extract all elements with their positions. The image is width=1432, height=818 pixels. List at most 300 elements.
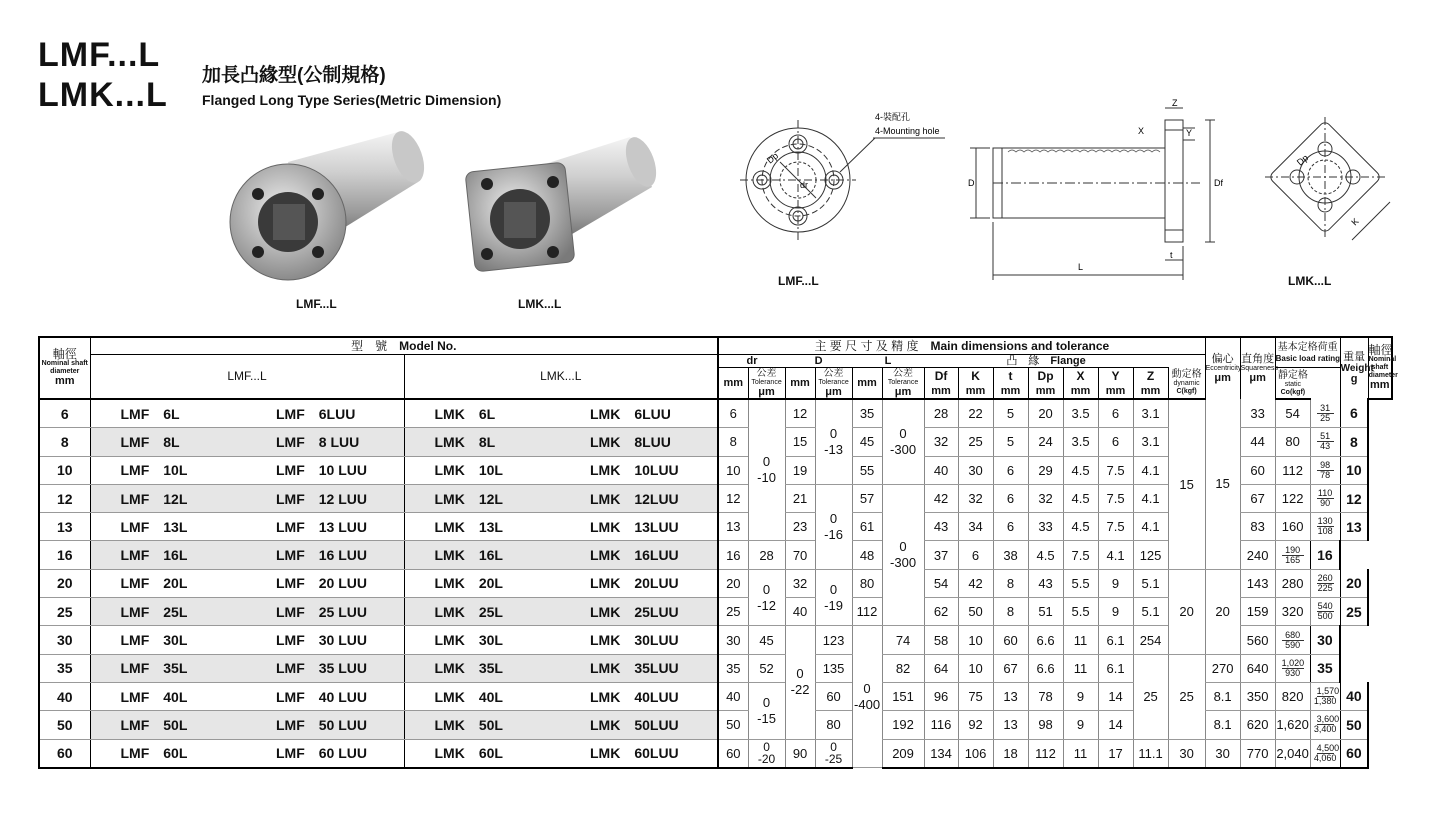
weight-value <box>1310 569 1340 597</box>
Df-value: 96 <box>924 682 958 710</box>
X-value: 6.6 <box>1028 626 1063 654</box>
L-mm: mm <box>852 368 882 400</box>
ecc-header: 偏心 Eccentricity μm <box>1205 337 1240 399</box>
D-value: 21 <box>785 484 815 512</box>
D-tolerance-upper: 0 <box>830 740 837 755</box>
shaft-diameter: 16 <box>39 541 90 569</box>
static-load-value: 560 <box>1240 626 1275 654</box>
shaft-diameter: 50 <box>39 711 90 739</box>
model-lmk: LMK 50L <box>404 711 560 739</box>
static-load-value: 280 <box>1275 569 1310 597</box>
lmk-photo-caption: LMK...L <box>518 297 562 311</box>
weight-value <box>1310 456 1340 484</box>
model-lmf: LMF 60L <box>90 739 246 768</box>
drawing-label-t: t <box>1170 250 1173 260</box>
model-lmf: LMF 50L <box>90 711 246 739</box>
title-lmf: LMF...L <box>38 36 161 74</box>
Df-value: 32 <box>924 428 958 456</box>
L-value: 55 <box>852 456 882 484</box>
model-lmk: LMK 35L <box>404 654 560 682</box>
model-lmk-uu: LMK 8LUU <box>560 428 718 456</box>
D-tolerance-upper: 0 <box>829 581 838 597</box>
dr-value: 12 <box>718 484 748 512</box>
drawing-label-y: Y <box>1186 128 1193 138</box>
Z-value: 3.1 <box>1133 399 1168 428</box>
table-row <box>39 399 1392 428</box>
Dp-value: 20 <box>1028 399 1063 428</box>
weight-lmf: 130 <box>1317 516 1333 527</box>
L-tolerance <box>882 484 924 625</box>
drawing-label-dp-lmk: Dp <box>1294 152 1311 168</box>
dr-tolerance-upper: 0 <box>762 581 771 597</box>
Df-value: 74 <box>882 626 924 654</box>
squareness-value: 25 <box>1168 654 1205 739</box>
X-header: X <box>1063 368 1098 385</box>
dynamic-load-value: 770 <box>1240 739 1275 768</box>
weight-value <box>1275 654 1310 682</box>
Y-value: 9 <box>1098 598 1133 626</box>
Z-value: 4.1 <box>1133 484 1168 512</box>
t-value: 6 <box>993 513 1028 541</box>
L-tolerance-lower: -300 <box>890 555 917 571</box>
Df-header: Df <box>924 368 958 385</box>
dynamic-load-value: 254 <box>1133 626 1168 654</box>
shaft-diameter-right: 30 <box>1310 626 1340 654</box>
lmk-header: LMK...L <box>404 355 718 400</box>
D-tolerance-lower: -25 <box>824 752 843 767</box>
L-value: 151 <box>882 682 924 710</box>
Z-value: 4.1 <box>1133 456 1168 484</box>
dr-tolerance-lower: -10 <box>757 470 776 486</box>
model-lmk-uu: LMK 6LUU <box>560 399 718 428</box>
model-lmk-uu: LMK 30LUU <box>560 626 718 654</box>
model-lmf-uu: LMF 40 LUU <box>246 682 404 710</box>
shaft-diameter: 13 <box>39 513 90 541</box>
L-tolerance <box>852 626 882 768</box>
t-mm: mm <box>993 384 1028 399</box>
Y-value: 14 <box>1098 682 1133 710</box>
shaft-diameter-right: 16 <box>1310 541 1340 569</box>
weight-value <box>1310 711 1340 739</box>
static-load-value: 80 <box>1275 428 1310 456</box>
Dp-value: 112 <box>1028 739 1063 768</box>
Z-value: 6.1 <box>1098 654 1133 682</box>
Dp-value: 60 <box>993 626 1028 654</box>
weight-lmk: 25 <box>1320 412 1331 423</box>
L-value: 123 <box>815 626 852 654</box>
dr-value: 30 <box>718 626 748 654</box>
shaft-diameter-right: 50 <box>1340 711 1368 739</box>
title-english: Flanged Long Type Series(Metric Dimension) <box>202 92 502 108</box>
X-mm: mm <box>1063 384 1098 399</box>
D-tolerance <box>815 484 852 569</box>
weight-lmf: 260 <box>1317 572 1333 583</box>
X-value: 3.5 <box>1063 428 1098 456</box>
t-value: 6 <box>993 484 1028 512</box>
L-value: 45 <box>852 428 882 456</box>
table-row <box>39 654 1392 682</box>
weight-value <box>1310 598 1340 626</box>
L-value: 135 <box>815 654 852 682</box>
title-chinese: 加長凸緣型(公制規格) <box>202 65 386 86</box>
Df-value: 40 <box>924 456 958 484</box>
K-mm: mm <box>958 384 993 399</box>
D-tolerance-upper: 0 <box>796 666 804 682</box>
X-value: 6.6 <box>1028 654 1063 682</box>
shaft-header-right: 軸徑 Nominal shaft diameter mm <box>1368 337 1392 399</box>
shaft-diameter: 30 <box>39 626 90 654</box>
weight-value <box>1310 682 1340 710</box>
model-lmf-uu: LMF 30 LUU <box>246 626 404 654</box>
L-value: 61 <box>852 513 882 541</box>
D-tolerance-lower: -19 <box>824 597 843 613</box>
dr-tolerance <box>748 682 785 739</box>
Y-value: 11 <box>1063 626 1098 654</box>
drawing-label-l: L <box>1078 262 1084 272</box>
L-value: 35 <box>852 399 882 428</box>
K-header: K <box>958 368 993 385</box>
weight-lmk: 500 <box>1317 611 1333 622</box>
static-load-value: 2,040 <box>1275 739 1310 768</box>
weight-lmf: 1,570 <box>1316 686 1340 697</box>
weight-lmf: 51 <box>1317 432 1334 442</box>
K-value: 75 <box>958 682 993 710</box>
dr-tolerance <box>748 399 785 541</box>
squareness-value: 15 <box>1205 399 1240 569</box>
model-lmk: LMK 13L <box>404 513 560 541</box>
L-value: 192 <box>882 711 924 739</box>
K-value: 37 <box>924 541 958 569</box>
L-tolerance-upper: 0 <box>899 425 907 441</box>
dr-tolerance-upper: 0 <box>763 740 770 755</box>
Y-value: 14 <box>1098 711 1133 739</box>
X-value: 4.5 <box>1063 513 1098 541</box>
static-load-value: 122 <box>1275 484 1310 512</box>
Y-value: 7.5 <box>1098 513 1133 541</box>
Y-header: Y <box>1098 368 1133 385</box>
model-lmf: LMF 13L <box>90 513 246 541</box>
dr-tolerance <box>748 569 785 626</box>
Y-value: 11 <box>1063 654 1098 682</box>
weight-lmk: 930 <box>1285 667 1301 678</box>
D-tolerance-upper: 0 <box>829 510 838 526</box>
weight-lmk: 225 <box>1317 582 1333 593</box>
model-lmf-uu: LMF 12 LUU <box>246 484 404 512</box>
model-lmf: LMF 20L <box>90 569 246 597</box>
dynamic-load-value: 270 <box>1205 654 1240 682</box>
D-value: 28 <box>748 541 785 569</box>
Df-value: 54 <box>924 569 958 597</box>
Y-value: 6 <box>1098 428 1133 456</box>
drawing-label-dr: dr <box>800 180 809 190</box>
shaft-diameter: 60 <box>39 739 90 768</box>
shaft-header: 軸徑 Nominal shaft diameter mm <box>39 337 90 399</box>
eccentricity-value: 15 <box>1168 399 1205 569</box>
model-lmk-uu: LMK 50LUU <box>560 711 718 739</box>
shaft-diameter-right: 35 <box>1310 654 1340 682</box>
drawing-label-z: Z <box>1172 98 1178 108</box>
t-header: t <box>993 368 1028 385</box>
model-header: 型 號 Model No. <box>90 337 718 355</box>
model-lmf: LMF 35L <box>90 654 246 682</box>
model-lmf: LMF 25L <box>90 598 246 626</box>
static-load-value: 160 <box>1275 513 1310 541</box>
dr-tolerance-upper: 0 <box>762 454 771 470</box>
static-load-value: 320 <box>1275 598 1310 626</box>
D-tol-header: 公差 Tolerance μm <box>815 368 852 400</box>
shaft-diameter: 8 <box>39 428 90 456</box>
model-lmf-uu: LMF 50 LUU <box>246 711 404 739</box>
static-load-value: 640 <box>1240 654 1275 682</box>
load-header: 基本定格荷重 Basic load rating <box>1275 337 1340 368</box>
shaft-diameter-right: 13 <box>1340 513 1368 541</box>
dynamic-load-value: 143 <box>1240 569 1275 597</box>
dr-value: 13 <box>718 513 748 541</box>
model-lmk-uu: LMK 40LUU <box>560 682 718 710</box>
weight-header: 重量 Weight g <box>1340 337 1368 399</box>
drawing-label-d: D <box>968 178 975 188</box>
Dp-value: 32 <box>1028 484 1063 512</box>
static-load-value: 54 <box>1275 399 1310 428</box>
model-lmf: LMF 6L <box>90 399 246 428</box>
D-tolerance <box>815 569 852 626</box>
K-value: 92 <box>958 711 993 739</box>
D-value: 15 <box>785 428 815 456</box>
model-lmk: LMK 16L <box>404 541 560 569</box>
model-lmk: LMK 10L <box>404 456 560 484</box>
D-value: 90 <box>785 739 815 768</box>
dynamic-load-value: 83 <box>1240 513 1275 541</box>
X-value: 5.5 <box>1063 569 1098 597</box>
drawing-label-dp: Dp <box>764 150 781 166</box>
dr-value: 60 <box>718 739 748 768</box>
model-lmk: LMK 25L <box>404 598 560 626</box>
model-lmk-uu: LMK 60LUU <box>560 739 718 768</box>
Df-value: 62 <box>924 598 958 626</box>
t-value: 13 <box>993 711 1028 739</box>
K-value: 42 <box>958 569 993 597</box>
spec-table-body <box>39 399 1392 768</box>
Df-value: 134 <box>924 739 958 768</box>
dr-value: 8 <box>718 428 748 456</box>
Df-value: 82 <box>882 654 924 682</box>
dynamic-load-value: 125 <box>1133 541 1168 569</box>
spec-table-header <box>39 337 1398 399</box>
dr-value: 35 <box>718 654 748 682</box>
weight-lmf: 3,600 <box>1316 714 1340 725</box>
model-lmf: LMF 40L <box>90 682 246 710</box>
Dp-header: Dp <box>1028 368 1063 385</box>
L-value: 80 <box>852 569 882 597</box>
weight-value <box>1275 541 1310 569</box>
Z-header: Z <box>1133 368 1168 385</box>
D-value: 52 <box>748 654 785 682</box>
L-header: L <box>884 354 892 367</box>
static-load-value: 112 <box>1275 456 1310 484</box>
D-value: 32 <box>785 569 815 597</box>
Dp-value: 29 <box>1028 456 1063 484</box>
dr-value: 20 <box>718 569 748 597</box>
model-lmf-uu: LMF 20 LUU <box>246 569 404 597</box>
shaft-diameter-right: 20 <box>1340 569 1368 597</box>
Df-value: 28 <box>924 399 958 428</box>
weight-lmk: 78 <box>1320 469 1331 480</box>
weight-lmk: 590 <box>1285 639 1301 650</box>
Z-value: 8.1 <box>1205 682 1240 710</box>
shaft-diameter: 10 <box>39 456 90 484</box>
eccentricity-value: 25 <box>1133 654 1168 739</box>
model-lmf: LMF 8L <box>90 428 246 456</box>
D-header: D <box>814 354 823 367</box>
D-value: 40 <box>785 598 815 626</box>
Z-value: 6.1 <box>1098 626 1133 654</box>
L-value: 209 <box>882 739 924 768</box>
model-lmf-uu: LMF 60 LUU <box>246 739 404 768</box>
t-value: 18 <box>993 739 1028 768</box>
model-lmk: LMK 20L <box>404 569 560 597</box>
D-value: 45 <box>748 626 785 654</box>
weight-value <box>1310 399 1340 428</box>
X-value: 9 <box>1063 682 1098 710</box>
Dp-value: 98 <box>1028 711 1063 739</box>
Df-value: 116 <box>924 711 958 739</box>
D-value: 23 <box>785 513 815 541</box>
table-row <box>39 739 1392 768</box>
model-lmk: LMK 12L <box>404 484 560 512</box>
sta-header: 靜定格 static Co(kgf) <box>1275 368 1310 400</box>
hole-label-en: 4-Mounting hole <box>875 126 940 136</box>
flange-header: 凸 緣 Flange <box>1006 354 1086 367</box>
dynamic-load-value: 620 <box>1240 711 1275 739</box>
lmf-photo-caption: LMF...L <box>296 297 337 311</box>
D-value: 19 <box>785 456 815 484</box>
Z-mm: mm <box>1133 384 1168 399</box>
dr-tolerance-lower: -20 <box>757 752 776 767</box>
t-value: 6 <box>958 541 993 569</box>
weight-value <box>1310 739 1340 768</box>
D-tolerance-lower: -13 <box>824 441 843 457</box>
model-lmf-uu: LMF 8 LUU <box>246 428 404 456</box>
shaft-diameter-right: 40 <box>1340 682 1368 710</box>
shaft-diameter: 40 <box>39 682 90 710</box>
weight-lmf: 31 <box>1317 404 1334 414</box>
model-lmk-uu: LMK 16LUU <box>560 541 718 569</box>
weight-lmf: 1,020 <box>1281 657 1305 668</box>
model-lmf: LMF 12L <box>90 484 246 512</box>
Z-value: 11.1 <box>1133 739 1168 768</box>
dr-value: 50 <box>718 711 748 739</box>
model-lmf-uu: LMF 35 LUU <box>246 654 404 682</box>
shaft-diameter: 20 <box>39 569 90 597</box>
K-value: 25 <box>958 428 993 456</box>
K-value: 58 <box>924 626 958 654</box>
technical-drawings <box>740 100 1410 290</box>
dr-value: 10 <box>718 456 748 484</box>
D-tolerance <box>815 399 852 484</box>
weight-lmf: 98 <box>1317 461 1334 471</box>
D-tolerance <box>785 626 815 739</box>
model-lmf-uu: LMF 13 LUU <box>246 513 404 541</box>
model-lmk: LMK 8L <box>404 428 560 456</box>
Df-mm: mm <box>924 384 958 399</box>
model-lmk-uu: LMK 20LUU <box>560 569 718 597</box>
weight-lmf: 680 <box>1282 631 1304 641</box>
model-lmk: LMK 30L <box>404 626 560 654</box>
weight-lmk: 165 <box>1285 554 1301 565</box>
dynamic-load-value: 60 <box>1240 456 1275 484</box>
K-value: 32 <box>958 484 993 512</box>
dynamic-load-value: 159 <box>1240 598 1275 626</box>
D-value: 60 <box>815 682 852 710</box>
D-tolerance-upper: 0 <box>829 425 838 441</box>
lmf-header: LMF...L <box>90 355 404 400</box>
weight-value <box>1275 626 1310 654</box>
lmf-drawing-caption: LMF...L <box>778 274 819 288</box>
t-value: 8 <box>993 569 1028 597</box>
K-value: 64 <box>924 654 958 682</box>
weight-lmf: 540 <box>1317 601 1333 612</box>
D-mm: mm <box>785 368 815 400</box>
dynamic-load-value: 67 <box>1240 484 1275 512</box>
dynamic-load-value: 44 <box>1240 428 1275 456</box>
L-tolerance <box>882 399 924 484</box>
Y-value: 7.5 <box>1098 456 1133 484</box>
Dp-value: 51 <box>1028 598 1063 626</box>
static-load-value: 1,620 <box>1275 711 1310 739</box>
t-value: 10 <box>958 654 993 682</box>
Y-value: 6 <box>1098 399 1133 428</box>
t-value: 10 <box>958 626 993 654</box>
weight-value <box>1310 484 1340 512</box>
Dp-value: 24 <box>1028 428 1063 456</box>
model-lmf-uu: LMF 10 LUU <box>246 456 404 484</box>
L-value: 112 <box>852 598 882 626</box>
weight-lmk: 108 <box>1317 526 1333 537</box>
model-lmk-uu: LMK 10LUU <box>560 456 718 484</box>
dr-value: 25 <box>718 598 748 626</box>
D-value: 80 <box>815 711 852 739</box>
L-tol-header: 公差 Tolerance μm <box>882 368 924 400</box>
Dp-value: 43 <box>1028 569 1063 597</box>
weight-lmk: 1,380 <box>1313 696 1337 707</box>
drawing-label-x: X <box>1138 126 1145 136</box>
model-lmf: LMF 10L <box>90 456 246 484</box>
K-value: 22 <box>958 399 993 428</box>
shaft-diameter-right: 60 <box>1340 739 1368 768</box>
K-value: 106 <box>958 739 993 768</box>
Z-value: 3.1 <box>1133 428 1168 456</box>
X-value: 5.5 <box>1063 598 1098 626</box>
shaft-diameter-right: 12 <box>1340 484 1368 512</box>
Z-value: 8.1 <box>1205 711 1240 739</box>
t-value: 5 <box>993 428 1028 456</box>
shaft-diameter-right: 8 <box>1340 428 1368 456</box>
weight-value <box>1310 513 1340 541</box>
K-value: 30 <box>958 456 993 484</box>
model-lmf-uu: LMF 6LUU <box>246 399 404 428</box>
shaft-diameter-right: 25 <box>1340 598 1368 626</box>
L-value: 57 <box>852 484 882 512</box>
spec-table <box>38 336 1398 769</box>
dr-tolerance-upper: 0 <box>762 694 771 710</box>
weight-lmf: 4,500 <box>1316 742 1340 753</box>
model-lmk-uu: LMK 12LUU <box>560 484 718 512</box>
X-value: 9 <box>1063 711 1098 739</box>
lmk-drawing-caption: LMK...L <box>1288 274 1332 288</box>
shaft-diameter: 25 <box>39 598 90 626</box>
table-row <box>39 569 1392 597</box>
weight-lmk: 4,060 <box>1313 752 1337 763</box>
